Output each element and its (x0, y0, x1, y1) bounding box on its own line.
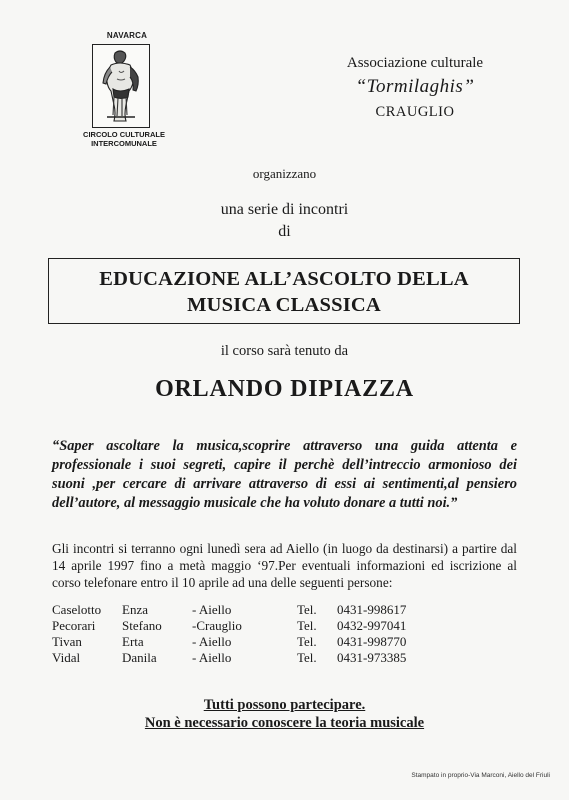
contacts-list (52, 602, 522, 666)
contact-phone: 0432-997041 (337, 618, 407, 633)
info-paragraph (52, 540, 517, 591)
logo-top-text: NAVARCA (106, 31, 148, 40)
course-title-box (48, 258, 520, 324)
contact-row (52, 602, 522, 618)
contact-tel-label: Tel. (297, 602, 317, 617)
logo-frame (92, 44, 150, 128)
course-title-line1: EDUCAZIONE ALL’ASCOLTO DELLA (99, 268, 469, 290)
contact-name: Erta (122, 634, 144, 649)
contact-place: -Crauglio (192, 618, 242, 633)
info-line: corso telefonare entro il 10 aprile ad una delle seguenti persone: (52, 575, 393, 590)
association-name: “Tormilaghis” (355, 76, 475, 97)
contact-place: - Aiello (192, 634, 232, 649)
contact-tel-label: Tel. (297, 634, 317, 649)
association-town: CRAUGLIO (375, 104, 455, 120)
contact-name: Danila (122, 650, 157, 665)
quote-line: dell’autore, al messaggio musicale che ha voluto donare a tutti noi.” (52, 495, 458, 511)
organizzano-text: organizzano (252, 166, 317, 181)
contact-surname: Caselotto (52, 602, 102, 617)
course-title-line2: MUSICA CLASSICA (187, 294, 381, 316)
contact-row (52, 634, 522, 650)
serie-text: una serie di incontri (220, 201, 349, 218)
association-label: Associazione culturale (346, 55, 484, 71)
contact-place: - Aiello (192, 650, 232, 665)
contact-surname: Pecorari (52, 618, 96, 633)
di-text: di (278, 223, 291, 240)
info-line: Gli incontri si terranno ogni lunedì sera ad Aiello (in luogo da destinarsi) a partire dal (52, 541, 517, 556)
speaker-name: ORLANDO DIPIAZZA (155, 376, 414, 402)
classical-statue-icon (93, 45, 148, 126)
info-line: 14 aprile 1997 fino a metà maggio ‘97.Per eventuali informazioni ed iscrizione al (52, 558, 517, 573)
contact-row (52, 618, 522, 634)
printed-note: Stampato in proprio-Via Marconi, Aiello del Friuli (411, 772, 550, 779)
tenuto-text: il corso sarà tenuto da (220, 343, 349, 359)
contact-phone: 0431-998770 (337, 634, 407, 649)
contact-surname: Tivan (52, 634, 82, 649)
contact-place: - Aiello (192, 602, 232, 617)
quote-line: professionale i suoi segreti, capire il perchè dell’intreccio armonioso dei (52, 457, 517, 473)
quote-line: “Saper ascoltare la musica,scoprire attraverso una guida attenta e (52, 438, 517, 454)
contact-name: Enza (122, 602, 148, 617)
logo-bottom-line1: CIRCOLO CULTURALE (83, 130, 165, 139)
logo-bottom-line2: INTERCOMUNALE (91, 139, 157, 148)
logo-bottom-text (74, 130, 174, 148)
contact-tel-label: Tel. (297, 650, 317, 665)
contact-phone: 0431-973385 (337, 650, 407, 665)
contact-tel-label: Tel. (297, 618, 317, 633)
contact-surname: Vidal (52, 650, 81, 665)
contact-phone: 0431-998617 (337, 602, 407, 617)
footer-line2: Non è necessario conoscere la teoria musicale (144, 715, 425, 731)
quote-line: suoni ,per cercare di arrivare attraverso di essi ai sentimenti,al pensiero (52, 476, 517, 492)
quote-paragraph (52, 437, 517, 513)
contact-row (52, 650, 522, 666)
footer-line1: Tutti possono partecipare. (203, 697, 366, 713)
contact-name: Stefano (122, 618, 162, 633)
